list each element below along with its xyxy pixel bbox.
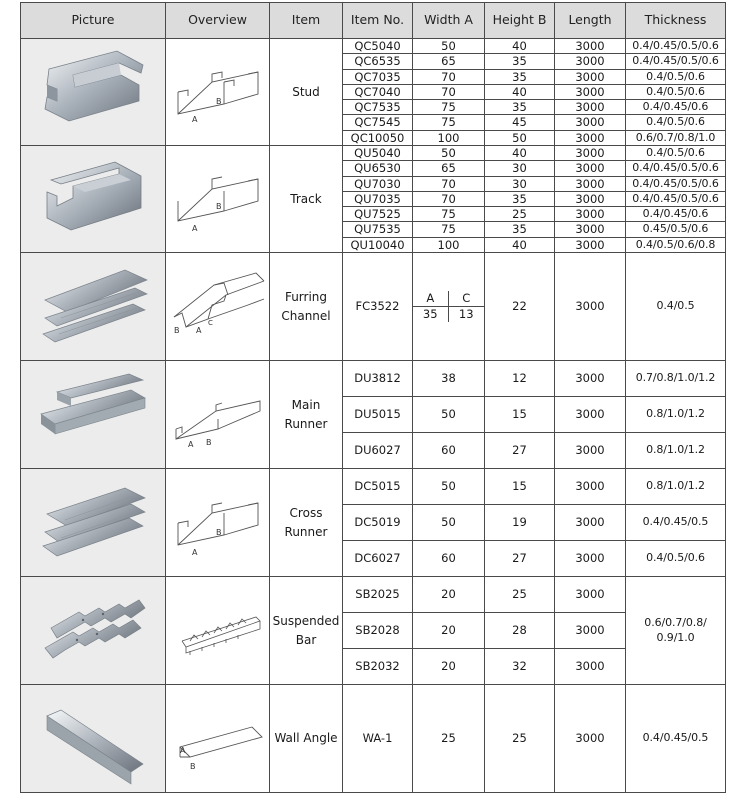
thickness: 0.4/0.45/0.5/0.6: [626, 39, 726, 54]
item-no: WA-1: [343, 685, 413, 793]
table-row: [21, 39, 726, 54]
height-b: 45: [485, 115, 555, 130]
width-a: 50: [413, 146, 485, 161]
thickness: 0.4/0.45/0.5/0.6: [626, 176, 726, 191]
item-no: QC10050: [343, 130, 413, 145]
length: 3000: [555, 541, 626, 577]
main-runner-label-a: A: [187, 439, 193, 449]
header-thickness: Thickness: [626, 3, 726, 39]
item-no: QU10040: [343, 237, 413, 252]
item-no: DC6027: [343, 541, 413, 577]
width-a: 20: [413, 649, 485, 685]
stud-overview: [166, 39, 270, 146]
header-item-no: Item No.: [343, 3, 413, 39]
width-a: 50: [413, 469, 485, 505]
thickness: 0.4/0.45/0.5/0.6: [626, 191, 726, 206]
thickness: 0.4/0.45/0.5/0.6: [626, 161, 726, 176]
height-b: 40: [485, 84, 555, 99]
wall-angle-diagram: [168, 699, 268, 779]
length: 3000: [555, 84, 626, 99]
item-no: QU7035: [343, 191, 413, 206]
item-no: DU5015: [343, 397, 413, 433]
width-a: 100: [413, 237, 485, 252]
thickness: 0.4/0.45/0.5: [626, 505, 726, 541]
width-a: 70: [413, 69, 485, 84]
height-b: 25: [485, 207, 555, 222]
furring-item-label: Furring Channel: [270, 253, 343, 361]
suspended-bar-diagram: [168, 591, 268, 671]
item-no: QU7535: [343, 222, 413, 237]
length: 3000: [555, 685, 626, 793]
stud-photo-image: [21, 39, 165, 145]
thickness: 0.8/1.0/1.2: [626, 397, 726, 433]
length: 3000: [555, 100, 626, 115]
thickness: 0.4/0.5/0.6: [626, 69, 726, 84]
wall-angle-overview: [166, 685, 270, 793]
furring-dim-label-a: A: [413, 291, 449, 306]
thickness: 0.4/0.5/0.6/0.8: [626, 237, 726, 252]
width-a: 60: [413, 541, 485, 577]
furring-diagram: [168, 267, 268, 347]
length: 3000: [555, 253, 626, 361]
stud-label-b: B: [215, 97, 221, 106]
furring-label-a: A: [195, 325, 201, 335]
furring-overview: [166, 253, 270, 361]
length: 3000: [555, 69, 626, 84]
thickness: 0.6/0.7/0.8/1.0: [626, 130, 726, 145]
height-b: 40: [485, 237, 555, 252]
length: 3000: [555, 649, 626, 685]
stud-diagram: [168, 52, 268, 132]
width-a: 75: [413, 115, 485, 130]
track-photo-image: [21, 146, 165, 252]
stud-item-label: Stud: [270, 39, 343, 146]
thickness: 0.4/0.45/0.5: [626, 685, 726, 793]
track-photo: [21, 146, 166, 253]
width-a: 70: [413, 84, 485, 99]
wall-angle-label-a: A: [179, 745, 185, 755]
width-a: 50: [413, 505, 485, 541]
height-b: 35: [485, 69, 555, 84]
height-b: 22: [485, 253, 555, 361]
item-no: QC6535: [343, 54, 413, 69]
height-b: 12: [485, 361, 555, 397]
length: 3000: [555, 577, 626, 613]
stud-label-a: A: [191, 115, 197, 124]
length: 3000: [555, 191, 626, 206]
width-a: 25: [413, 685, 485, 793]
item-no: QU5040: [343, 146, 413, 161]
main-runner-overview: [166, 361, 270, 469]
header-width-a: Width A: [413, 3, 485, 39]
furring-dimensions: [413, 253, 485, 361]
item-no: DU3812: [343, 361, 413, 397]
furring-photo-image: [21, 254, 165, 360]
width-a: 75: [413, 100, 485, 115]
width-a: 50: [413, 39, 485, 54]
length: 3000: [555, 130, 626, 145]
track-diagram: [168, 159, 268, 239]
length: 3000: [555, 469, 626, 505]
item-no: DC5015: [343, 469, 413, 505]
item-no: QC7040: [343, 84, 413, 99]
height-b: 28: [485, 613, 555, 649]
suspended-bar-photo-image: [21, 578, 165, 684]
length: 3000: [555, 115, 626, 130]
cross-runner-photo-image: [21, 470, 165, 576]
thickness: 0.7/0.8/1.0/1.2: [626, 361, 726, 397]
item-no: QU7525: [343, 207, 413, 222]
height-b: 27: [485, 541, 555, 577]
width-a: 65: [413, 161, 485, 176]
table-row: [21, 685, 726, 793]
cross-runner-label-a: A: [191, 547, 197, 557]
table-row: [21, 361, 726, 397]
length: 3000: [555, 39, 626, 54]
cross-runner-photo: [21, 469, 166, 577]
height-b: 32: [485, 649, 555, 685]
height-b: 40: [485, 39, 555, 54]
length: 3000: [555, 161, 626, 176]
header-row: [21, 3, 726, 39]
height-b: 35: [485, 222, 555, 237]
item-no: SB2025: [343, 577, 413, 613]
cross-runner-item-label: Cross Runner: [270, 469, 343, 577]
thickness: 0.8/1.0/1.2: [626, 433, 726, 469]
main-runner-label-b: B: [205, 437, 211, 447]
header-overview: Overview: [166, 3, 270, 39]
length: 3000: [555, 433, 626, 469]
thickness: 0.4/0.45/0.6: [626, 100, 726, 115]
width-a: 38: [413, 361, 485, 397]
item-no: QC7545: [343, 115, 413, 130]
product-spec-table: [20, 2, 726, 793]
length: 3000: [555, 176, 626, 191]
track-label-a: A: [191, 224, 197, 233]
furring-photo: [21, 253, 166, 361]
length: 3000: [555, 397, 626, 433]
header-picture: Picture: [21, 3, 166, 39]
height-b: 15: [485, 469, 555, 505]
length: 3000: [555, 361, 626, 397]
width-a: 75: [413, 222, 485, 237]
height-b: 40: [485, 146, 555, 161]
width-a: 20: [413, 577, 485, 613]
table-row: [21, 146, 726, 161]
height-b: 15: [485, 397, 555, 433]
track-item-label: Track: [270, 146, 343, 253]
track-label-b: B: [215, 202, 221, 211]
stud-photo: [21, 39, 166, 146]
furring-dim-value-a: 35: [413, 307, 449, 322]
main-runner-photo-image: [21, 362, 165, 468]
height-b: 25: [485, 577, 555, 613]
suspended-bar-thickness: 0.6/0.7/0.8/ 0.9/1.0: [626, 577, 726, 685]
item-no: QU6530: [343, 161, 413, 176]
thickness: 0.4/0.45/0.6: [626, 207, 726, 222]
length: 3000: [555, 222, 626, 237]
suspended-bar-photo: [21, 577, 166, 685]
item-no: QC5040: [343, 39, 413, 54]
height-b: 25: [485, 685, 555, 793]
length: 3000: [555, 54, 626, 69]
height-b: 35: [485, 54, 555, 69]
length: 3000: [555, 505, 626, 541]
suspended-bar-item-label: Suspended Bar: [270, 577, 343, 685]
width-a: 70: [413, 191, 485, 206]
thickness: 0.4/0.5/0.6: [626, 115, 726, 130]
thickness: 0.4/0.5/0.6: [626, 541, 726, 577]
width-a: 60: [413, 433, 485, 469]
wall-angle-photo: [21, 685, 166, 793]
width-a: 50: [413, 397, 485, 433]
height-b: 27: [485, 433, 555, 469]
item-no: DC5019: [343, 505, 413, 541]
thickness: 0.8/1.0/1.2: [626, 469, 726, 505]
length: 3000: [555, 146, 626, 161]
height-b: 50: [485, 130, 555, 145]
height-b: 35: [485, 191, 555, 206]
item-no: QU7030: [343, 176, 413, 191]
track-overview: [166, 146, 270, 253]
item-no: SB2032: [343, 649, 413, 685]
suspended-bar-overview: [166, 577, 270, 685]
width-a: 75: [413, 207, 485, 222]
width-a: 70: [413, 176, 485, 191]
furring-label-c: C: [207, 318, 213, 327]
width-a: 100: [413, 130, 485, 145]
item-no: QC7035: [343, 69, 413, 84]
furring-dim-value-c: 13: [458, 307, 474, 321]
main-runner-item-label: Main Runner: [270, 361, 343, 469]
length: 3000: [555, 207, 626, 222]
table-row: [21, 577, 726, 613]
table-row: [21, 253, 726, 361]
width-a: 65: [413, 54, 485, 69]
thickness: 0.4/0.5: [626, 253, 726, 361]
item-no: FC3522: [343, 253, 413, 361]
item-no: SB2028: [343, 613, 413, 649]
cross-runner-diagram: [168, 483, 268, 563]
thickness: 0.4/0.45/0.5/0.6: [626, 54, 726, 69]
cross-runner-overview: [166, 469, 270, 577]
main-runner-diagram: [168, 375, 268, 455]
width-a: 20: [413, 613, 485, 649]
height-b: 30: [485, 176, 555, 191]
thickness: 0.4/0.5/0.6: [626, 146, 726, 161]
header-length: Length: [555, 3, 626, 39]
cross-runner-label-b: B: [215, 527, 221, 537]
header-item: Item: [270, 3, 343, 39]
thickness: 0.4/0.5/0.6: [626, 84, 726, 99]
main-runner-photo: [21, 361, 166, 469]
height-b: 30: [485, 161, 555, 176]
length: 3000: [555, 237, 626, 252]
furring-dim-grid: [413, 291, 484, 321]
item-no: DU6027: [343, 433, 413, 469]
item-no: QC7535: [343, 100, 413, 115]
header-height-b: Height B: [485, 3, 555, 39]
wall-angle-photo-image: [21, 686, 165, 792]
thickness: 0.45/0.5/0.6: [626, 222, 726, 237]
furring-label-b: B: [173, 325, 179, 335]
height-b: 35: [485, 100, 555, 115]
table-row: [21, 469, 726, 505]
wall-angle-label-b: B: [189, 761, 195, 771]
height-b: 19: [485, 505, 555, 541]
length: 3000: [555, 613, 626, 649]
furring-dim-label-c: C: [449, 291, 485, 306]
wall-angle-item-label: Wall Angle: [270, 685, 343, 793]
